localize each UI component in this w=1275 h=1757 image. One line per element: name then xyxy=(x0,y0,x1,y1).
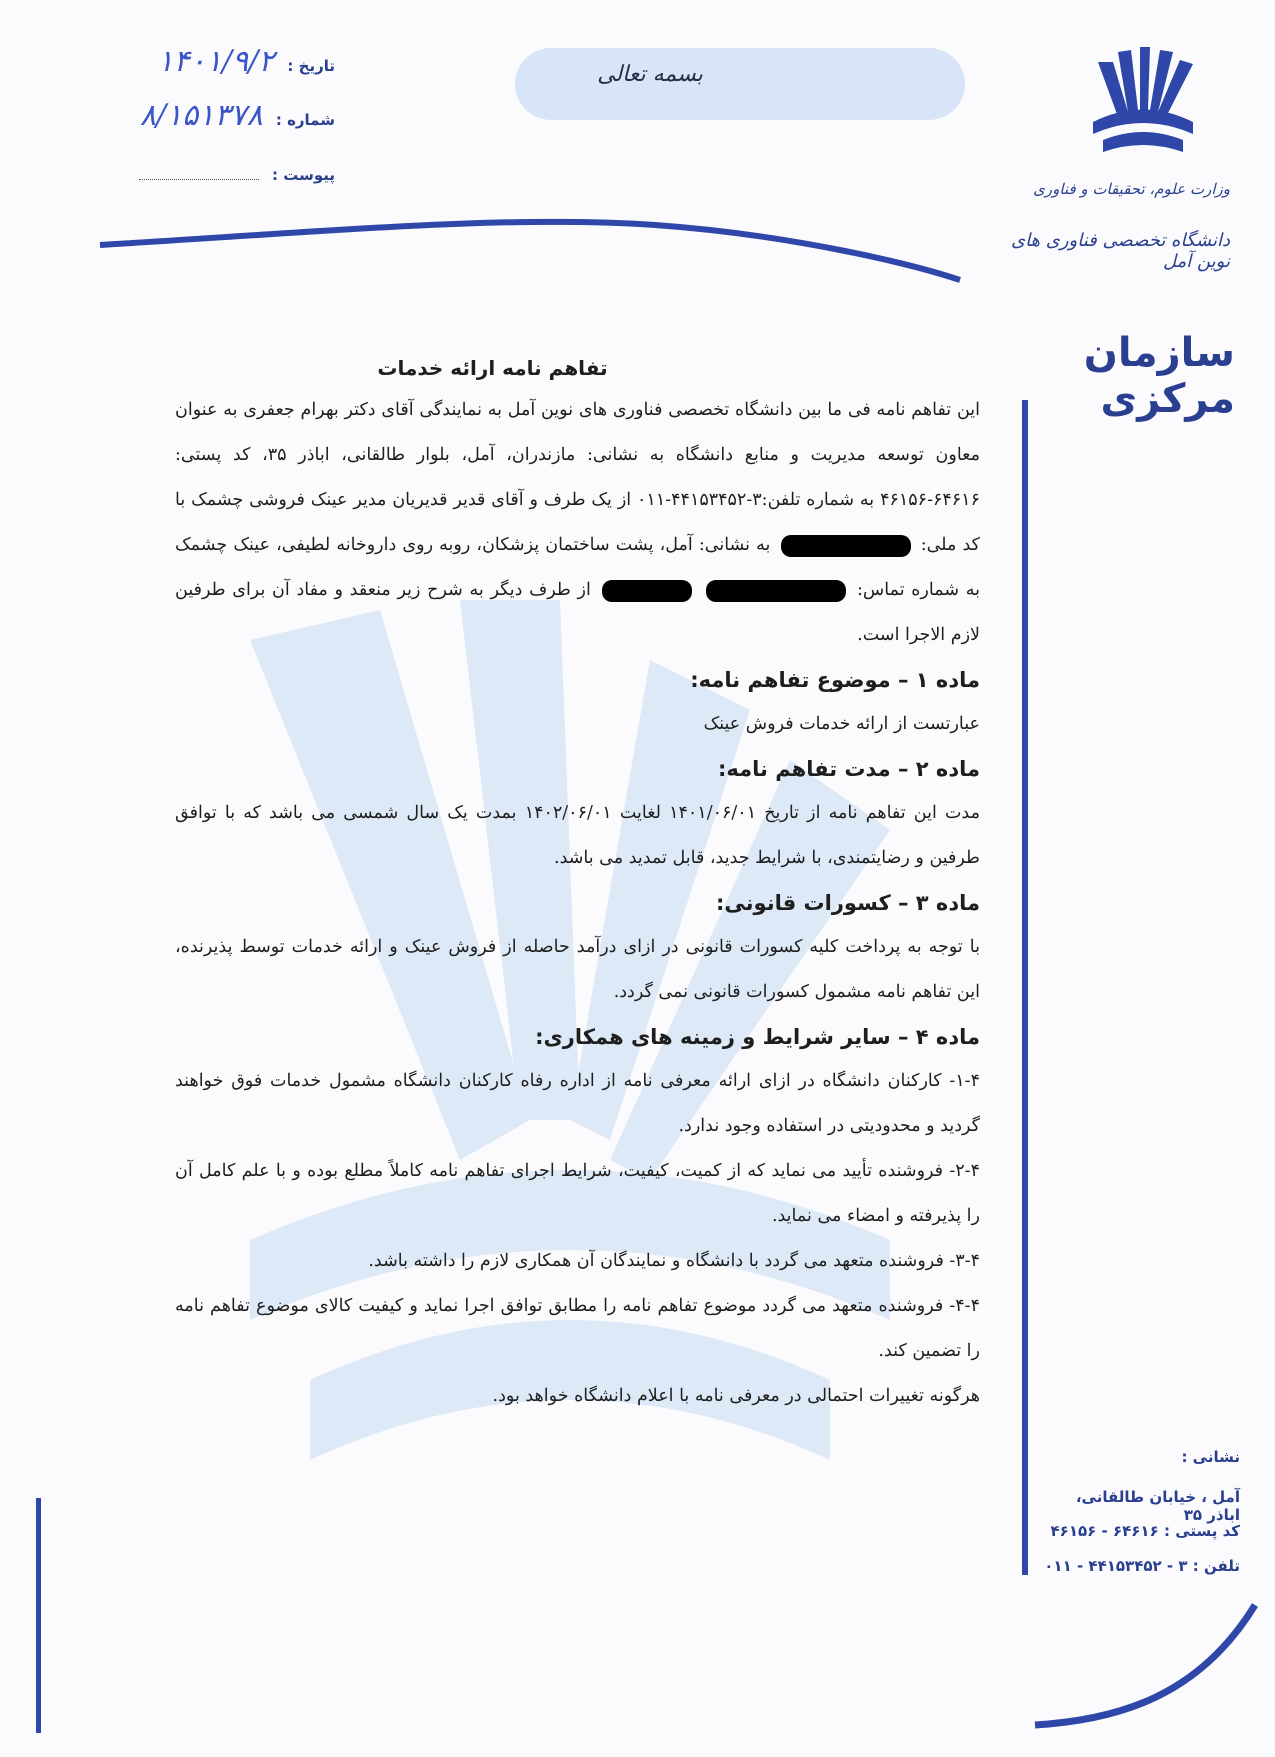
intro-text-1: این تفاهم نامه فی ما بین دانشگاه تخصصی فناوری های نوین آمل به نمایندگی آقای دکتر بهرام جعفری به عنوان معاون توسعه مدیریت و منابع دانشگاه به نشانی: مازندران، آمل، بلوار طالقانی، اباذر ۳۵، کد پستی: ۶۴۶۱۶-۴۶۱۵۶ به شماره تلفن:۳-۴۴۱۵۳۴۵۲-۰۱۱ از یک طرف و آقای قدیر قدیریان مدیر عینک فروشی چشمک با کد ملی: xyxy=(175,400,980,555)
number-label: شماره : xyxy=(275,111,335,129)
intro-text-2: به نشانی: آمل، پشت ساختمان پزشکان، روبه روی داروخانه لطیفی، عینک چشمک به شماره تماس: xyxy=(175,535,980,600)
clause-4-3: ۳-۴- فروشنده متعهد می گردد با دانشگاه و نمایندگان آن همکاری لازم را داشته باشد. xyxy=(368,1251,980,1271)
attachment-blank xyxy=(139,179,259,180)
article3-body: با توجه به پرداخت کلیه کسورات قانونی در ازای درآمد حاصله از فروش عینک و ارائه خدمات توسط پذیرنده، این تفاهم نامه مشمول کسورات قانونی نمی گردد. xyxy=(175,937,980,1002)
postal-code: کد پستی : ۶۴۶۱۶ - ۴۶۱۵۶ xyxy=(1050,1522,1240,1540)
phone-number: تلفن : ۳ - ۴۴۱۵۳۴۵۲ - ۰۱۱ xyxy=(1044,1557,1240,1575)
attachment-row xyxy=(95,165,335,201)
article1-body: عبارتست از ارائه خدمات فروش عینک xyxy=(703,714,980,734)
organization-name: سازمان مرکزی xyxy=(1083,330,1235,422)
intro-text-3: از طرف دیگر به شرح زیر منعقد و مفاد آن برای طرفین لازم الاجرا است. xyxy=(175,580,980,645)
header-swoosh xyxy=(95,205,965,285)
left-rule xyxy=(36,1498,41,1733)
article3-heading: ماده ۳ – کسورات قانونی: xyxy=(716,891,980,915)
footer-swoosh xyxy=(1030,1600,1260,1730)
address-label: نشانی : xyxy=(1181,1448,1240,1466)
number-row xyxy=(95,98,335,134)
intro-paragraph xyxy=(175,388,980,658)
redacted-phone-cont xyxy=(602,580,692,602)
date-row xyxy=(95,44,335,80)
side-rule xyxy=(1022,400,1028,1575)
ministry-name: وزارت علوم، تحقیقات و فناوری xyxy=(1033,180,1230,198)
attachment-label: پیوست : xyxy=(271,166,335,184)
document-body xyxy=(175,350,980,1419)
address-text: آمل ، خیابان طالقانی، اباذر ۳۵ xyxy=(1075,1488,1240,1524)
date-value: ۱۴۰۱/۹/۲ xyxy=(157,44,275,79)
article4-heading: ماده ۴ – سایر شرایط و زمینه های همکاری: xyxy=(535,1025,980,1049)
redacted-phone xyxy=(706,580,846,602)
clause-4-2: ۲-۴- فروشنده تأیید می نماید که از کمیت، کیفیت، شرایط اجرای تفاهم نامه کاملاً مطلع بوده و با علم کامل آن را پذیرفته و امضاء می نماید. xyxy=(175,1161,980,1226)
article2-heading: ماده ۲ – مدت تفاهم نامه: xyxy=(717,757,980,781)
university-logo-icon xyxy=(1088,42,1198,157)
date-label: تاریخ : xyxy=(287,57,335,75)
redacted-national-id xyxy=(781,535,911,557)
closing-note: هرگونه تغییرات احتمالی در معرفی نامه با اعلام دانشگاه خواهد بود. xyxy=(492,1386,980,1406)
document-title: تفاهم نامه ارائه خدمات xyxy=(377,356,608,380)
clause-4-1: ۱-۴- کارکنان دانشگاه در ازای ارائه معرفی نامه از اداره رفاه کارکنان دانشگاه مشمول خدمات فوق خواهند گردید و محدودیتی در استفاده وجود ندارد. xyxy=(175,1071,980,1136)
number-value: ۸/۱۵۱۳۷۸ xyxy=(139,98,263,133)
article2-body: مدت این تفاهم نامه از تاریخ ۱۴۰۱/۰۶/۰۱ لغایت ۱۴۰۲/۰۶/۰۱ بمدت یک سال شمسی می باشد که با توافق طرفین و رضایتمندی، با شرایط جدید، قابل تمدید می باشد. xyxy=(175,803,980,868)
article1-heading: ماده ۱ – موضوع تفاهم نامه: xyxy=(690,668,980,692)
clause-4-4: ۴-۴- فروشنده متعهد می گردد موضوع تفاهم نامه را مطابق توافق اجرا نماید و کیفیت کالای موضوع تفاهم نامه را تضمین کند. xyxy=(175,1296,980,1361)
basmala: بسمه تعالی xyxy=(597,62,703,87)
university-name: دانشگاه تخصصی فناوری های نوین آمل xyxy=(1010,230,1230,272)
